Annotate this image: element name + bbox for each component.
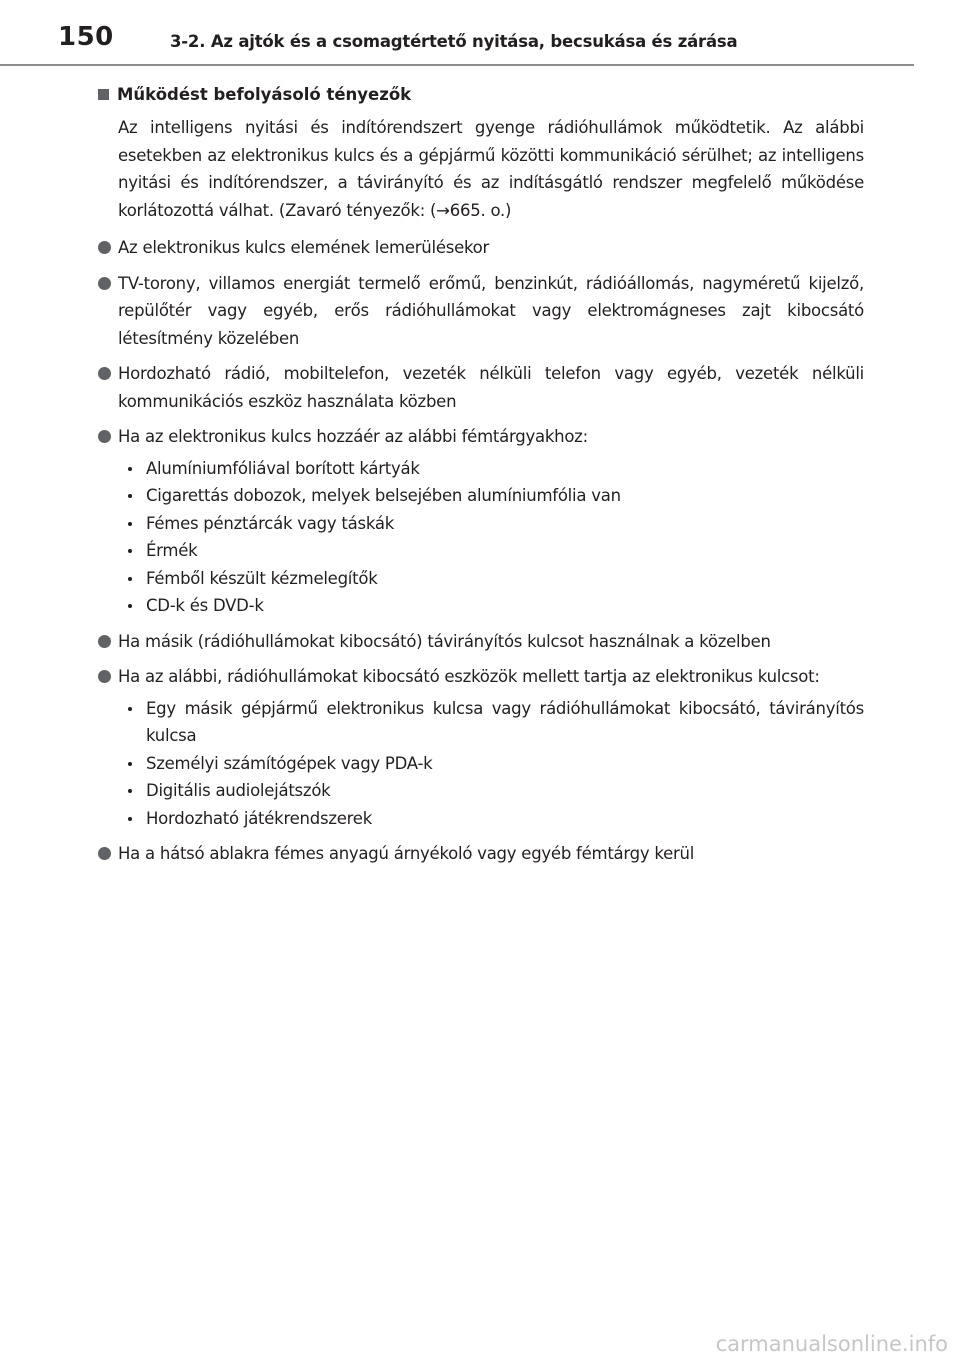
- square-bullet-icon: [98, 89, 109, 100]
- bullet-body: [118, 270, 864, 353]
- small-dot-icon: [128, 467, 132, 471]
- bullet-item: [96, 628, 864, 656]
- sub-list-item: [118, 455, 864, 483]
- round-bullet-icon: [98, 670, 111, 683]
- sub-item-text: Fémből készült kézmelegítők: [146, 568, 378, 588]
- main-content: [96, 80, 864, 876]
- round-bullet-icon: [98, 430, 111, 443]
- sub-list-item: [118, 805, 864, 833]
- page-header: [0, 0, 960, 66]
- sub-list: [118, 455, 864, 620]
- sub-item-text: Érmék: [146, 541, 198, 560]
- bullet-text: Ha az alábbi, rádióhullámokat kibocsátó eszközök mellett tartja az elektronikus kulcsot:: [118, 667, 820, 686]
- intro-paragraph: Az intelligens nyitási és indítórendszert gyenge rádióhullámok működtetik. Az alábbi esetekben az elektronikus kulcs és a gépjármű közötti kommunikáció sérülhet; az intelligens nyitási és indítórendszer, a távirányító és az indításgátló rendszer megfelelő működése korlátozottá válhat. (Zavaró tényezők: (→665. o.): [118, 118, 864, 220]
- sub-list-item: [118, 565, 864, 593]
- sub-item-text: Cigarettás dobozok, melyek belsejében alumíniumfólia van: [146, 486, 621, 505]
- sub-list-item: [118, 482, 864, 510]
- sub-list-item: [118, 537, 864, 565]
- sub-item-text: Alumíniumfóliával borított kártyák: [146, 458, 420, 478]
- bullet-body: [118, 840, 864, 868]
- bullet-body: [118, 234, 864, 262]
- section-heading: [98, 80, 864, 108]
- small-dot-icon: [128, 549, 132, 553]
- sub-item-text: Egy másik gépjármű elektronikus kulcsa vagy rádióhullámokat kibocsátó, távirányítós kulcsa: [146, 698, 864, 745]
- bullet-item: [96, 663, 864, 832]
- small-dot-icon: [128, 577, 132, 581]
- round-bullet-icon: [98, 277, 111, 290]
- sub-item-text: Digitális audiolejátszók: [146, 781, 331, 800]
- sub-list-item: [118, 777, 864, 805]
- sub-list-item: [118, 695, 864, 750]
- bullet-body: [118, 423, 864, 620]
- bullet-body: [118, 663, 864, 832]
- bullet-item: [96, 423, 864, 620]
- bullet-item: [96, 360, 864, 415]
- small-dot-icon: [128, 789, 132, 793]
- bullet-item: [96, 840, 864, 868]
- bullet-item: [96, 270, 864, 353]
- round-bullet-icon: [98, 635, 111, 648]
- bullet-text: Ha a hátsó ablakra fémes anyagú árnyékoló vagy egyéb fémtárgy kerül: [118, 844, 695, 863]
- bullet-list: [96, 234, 864, 868]
- bullet-item: [96, 234, 864, 262]
- round-bullet-icon: [98, 367, 111, 380]
- page-number: 150: [58, 22, 114, 52]
- small-dot-icon: [128, 522, 132, 526]
- chapter-title: 3-2. Az ajtók és a csomagtértető nyitása, becsukása és zárása: [170, 32, 738, 51]
- section-heading-text: Működést befolyásoló tényezők: [117, 84, 412, 104]
- sub-list: [118, 695, 864, 833]
- small-dot-icon: [128, 762, 132, 766]
- sub-item-text: Személyi számítógépek vagy PDA-k: [146, 753, 433, 773]
- bullet-text: TV-torony, villamos energiát termelő erőmű, benzinkút, rádióállomás, nagyméretű kijelző, repülőtér vagy egyéb, erős rádióhullámokat vagy elektromágneses zajt kibocsátó létesítmény közelében: [118, 273, 864, 348]
- small-dot-icon: [128, 494, 132, 498]
- sub-item-text: Fémes pénztárcák vagy táskák: [146, 513, 395, 533]
- small-dot-icon: [128, 707, 132, 711]
- bullet-body: [118, 628, 864, 656]
- watermark: carmanualsonline.info: [715, 1332, 948, 1356]
- round-bullet-icon: [98, 847, 111, 860]
- header-divider: [0, 64, 914, 66]
- sub-list-item: [118, 750, 864, 778]
- sub-list-item: [118, 592, 864, 620]
- bullet-body: [118, 360, 864, 415]
- bullet-text: Ha az elektronikus kulcs hozzáér az alábbi fémtárgyakhoz:: [118, 427, 588, 446]
- small-dot-icon: [128, 817, 132, 821]
- small-dot-icon: [128, 604, 132, 608]
- sub-item-text: CD-k és DVD-k: [146, 596, 264, 615]
- bullet-text: Az elektronikus kulcs elemének lemerülésekor: [118, 238, 490, 257]
- round-bullet-icon: [98, 241, 111, 254]
- sub-item-text: Hordozható játékrendszerek: [146, 808, 373, 828]
- sub-list-item: [118, 510, 864, 538]
- bullet-text: Ha másik (rádióhullámokat kibocsátó) távirányítós kulcsot használnak a közelben: [118, 631, 771, 651]
- bullet-text: Hordozható rádió, mobiltelefon, vezeték nélküli telefon vagy egyéb, vezeték nélküli kommunikációs eszköz használata közben: [118, 364, 864, 411]
